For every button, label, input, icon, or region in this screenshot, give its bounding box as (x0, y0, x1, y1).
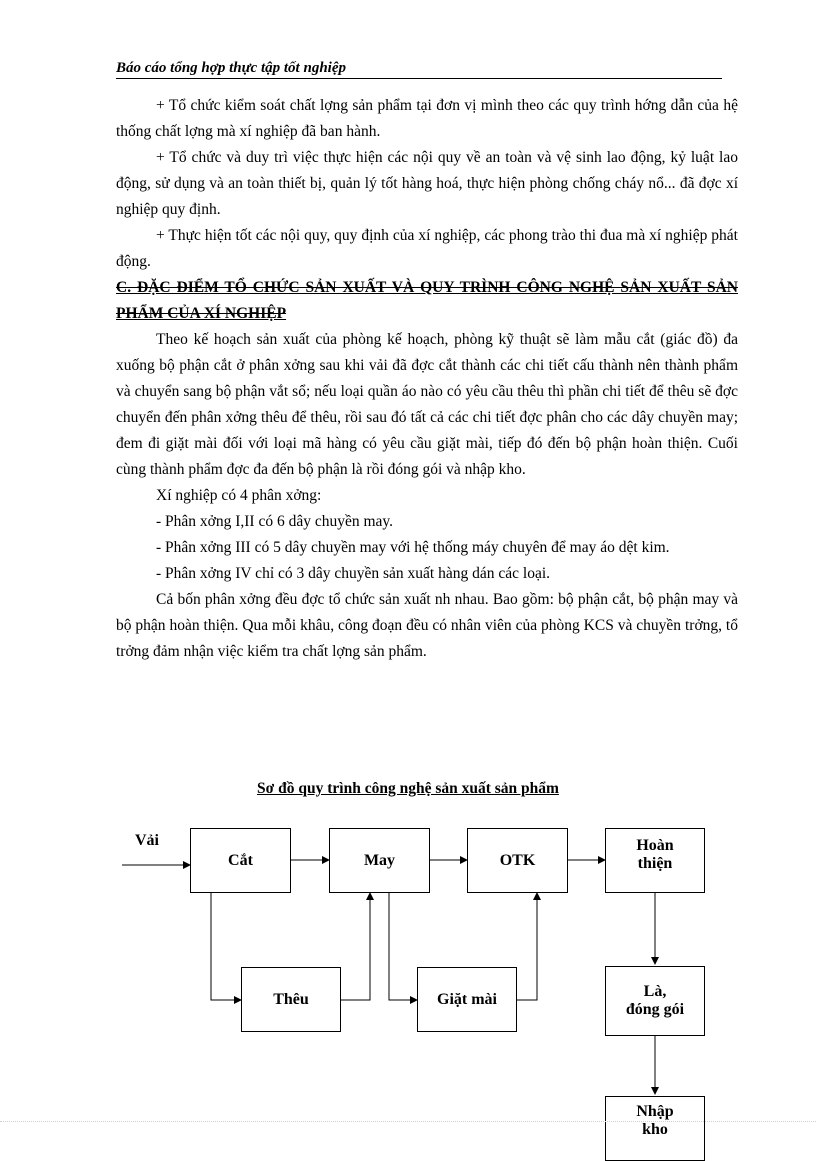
section-title: C. ĐẶC ĐIỂM TỔ CHỨC SẢN XUẤT VÀ QUY TRÌNH CÔNG NGHỆ SẢN XUẤT SẢN PHẨM CỦA XÍ NGHIỆP (116, 279, 738, 322)
box-la-line1: Là, (643, 983, 667, 1000)
box-nhap-line1: Nhập (636, 1103, 674, 1120)
list-item: - Phân xởng IV chỉ có 3 dây chuyền sản xuất hàng dán các loại. (156, 565, 551, 582)
diagram-title: Sơ đồ quy trình công nghệ sản xuất sản phẩm (257, 780, 559, 797)
box-otk (467, 828, 568, 893)
box-hoan-thien-line2: thiện (637, 855, 673, 872)
box-hoan-thien (605, 828, 705, 893)
box-theu-label: Thêu (273, 990, 309, 1008)
box-may (329, 828, 430, 893)
box-theu (241, 967, 341, 1032)
list-item: - Phân xởng III có 5 dây chuyền may với hệ thống máy chuyên để may áo dệt kim. (156, 539, 670, 556)
paragraph: Theo kế hoạch sản xuất của phòng kế hoạch, phòng kỹ thuật sẽ làm mẫu cắt (giác đồ) đa xuống bộ phận cắt ở phân xởng sau khi vải đã đợc cắt thành các chi tiết cấu thành nên thành phẩm và chuyển sang bộ phận vắt sổ; nếu loại quần áo nào có yêu cầu thêu thì phần chi tiết để thêu sẽ đợc chuyển đến phân xởng thêu để thêu, rồi sau đó tất cả các chi tiết đợc phân cho các dây chuyền may; đem đi giặt mài đối với loại mã hàng có yêu cầu giặt mài, tiếp đó đến bộ phận hoàn thiện. Cuối cùng thành phẩm đợc đa đến bộ phận là rồi đóng gói và nhập kho. (116, 331, 738, 478)
box-giat-mai-label: Giặt mài (437, 990, 497, 1008)
paragraph: Cả bốn phân xởng đều đợc tổ chức sản xuất nh nhau. Bao gồm: bộ phận cắt, bộ phận may và bộ phận hoàn thiện. Qua mỗi khâu, công đoạn đều có nhân viên của phòng KCS và chuyền trởng, tổ trởng đảm nhận việc kiểm tra chất lợng sản phẩm. (116, 591, 738, 660)
box-cat-label: Cắt (228, 851, 253, 869)
box-giat-mai (417, 967, 517, 1032)
box-cat (190, 828, 291, 893)
header-title: Báo cáo tổng hợp thực tập tốt nghiệp (116, 60, 346, 76)
paragraph: + Thực hiện tốt các nội quy, quy định của xí nghiệp, các phong trào thi đua mà xí nghiệp phát động. (116, 227, 738, 270)
list-item: - Phân xởng I,II có 6 dây chuyền may. (156, 513, 394, 530)
paragraph: + Tổ chức và duy trì việc thực hiện các nội quy về an toàn và vệ sinh lao động, kỷ luật lao động, sử dụng và an toàn thiết bị, quản lý tốt hàng hoá, thực hiện phòng chống cháy nổ... đã đợc xí nghiệp quy định. (116, 149, 738, 218)
box-nhap-line2: kho (642, 1121, 668, 1138)
box-la-line2: đóng gói (625, 1001, 685, 1018)
paragraph: + Tổ chức kiểm soát chất lợng sản phẩm tại đơn vị mình theo các quy trình hớng dẫn của hệ thống chất lợng mà xí nghiệp đã ban hành. (116, 97, 738, 140)
box-la-dong-goi (605, 966, 705, 1036)
box-nhap-kho (605, 1096, 705, 1161)
paragraph: Xí nghiệp có 4 phân xởng: (156, 487, 322, 504)
box-otk-label: OTK (499, 851, 536, 869)
box-may-label: May (363, 851, 396, 869)
box-hoan-thien-line1: Hoàn (636, 837, 674, 854)
page-bottom-divider (0, 1121, 816, 1122)
input-label: Vải (135, 832, 159, 849)
